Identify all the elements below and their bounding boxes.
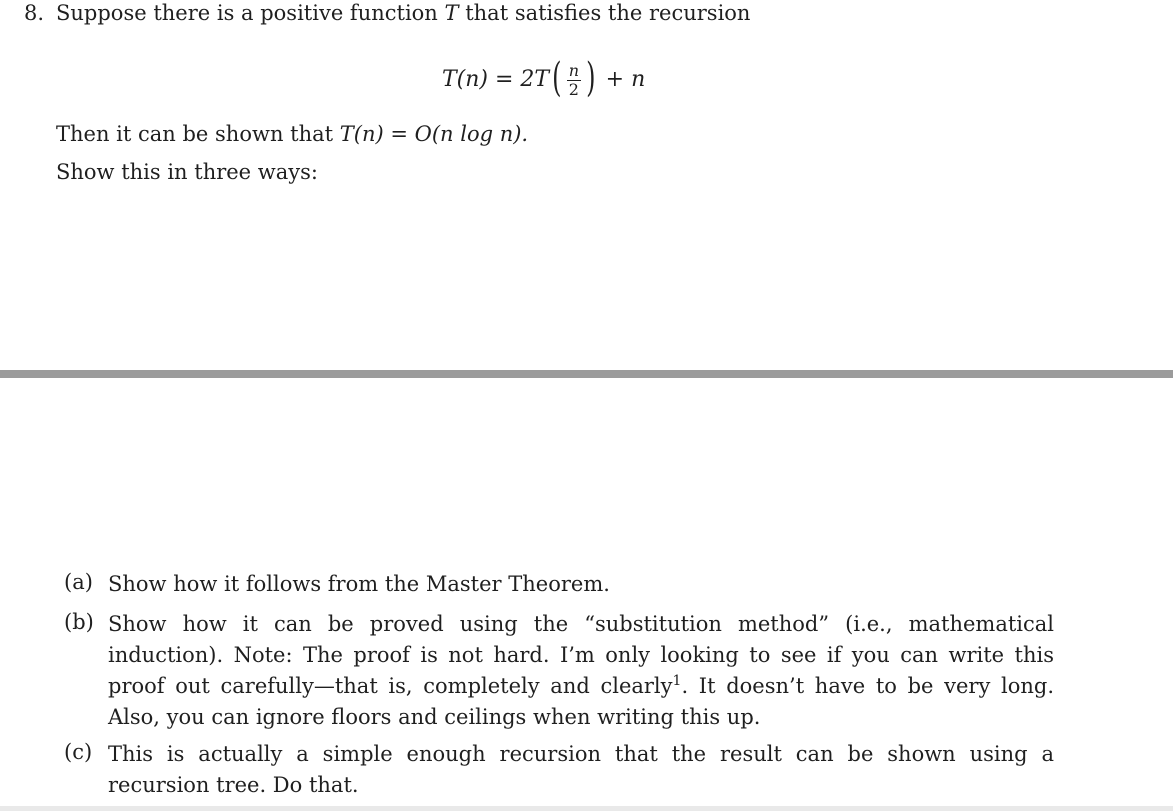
recurrence-equation (442, 50, 645, 110)
right-paren: ) (586, 55, 596, 101)
statement-suffix: that satisfies the recursion (465, 1, 751, 25)
page-divider (0, 370, 1173, 378)
part-b-text-before: Show how it can be proved using the “substitution method” (i.e., mathematical induction). Note: The proof is not hard. I’m only looking to see if you can write this proof out carefully—that is, completely and clearly (108, 612, 1054, 698)
problem-number: 8. (24, 1, 45, 25)
equation-fraction (567, 62, 581, 98)
left-paren: ( (552, 55, 562, 101)
part-a-text: Show how it follows from the Master Theorem. (108, 572, 610, 596)
part-b-text (108, 609, 1054, 733)
part-b-label: (b) (64, 610, 94, 634)
part-b (64, 609, 1054, 733)
page-bottom-edge (0, 806, 1173, 811)
part-a-label: (a) (64, 570, 93, 594)
fraction-denominator: 2 (568, 79, 579, 99)
fraction-numerator: n (568, 60, 580, 80)
equation-lhs: T(n) = 2T (442, 66, 550, 92)
statement-prefix: Suppose there is a positive function (56, 1, 438, 25)
statement-variable: T (444, 1, 459, 25)
part-c-text: This is actually a simple enough recursion that the result can be shown using a recursion tree. Do that. (108, 742, 1054, 797)
footnote-mark: 1 (672, 673, 682, 689)
result-math: T(n) = O(n log n). (339, 122, 529, 146)
result-line (56, 121, 528, 148)
part-c (64, 739, 1054, 801)
document-page-top (0, 0, 1173, 370)
instruction-line: Show this in three ways: (56, 160, 318, 184)
part-c-label: (c) (64, 740, 93, 764)
part-a (64, 569, 1054, 600)
problem-statement (56, 0, 750, 27)
equation-rhs: + n (605, 66, 646, 92)
part-b-text-after: . It doesn’t have to be very long. Also, you can ignore floors and ceilings when writing this up. (108, 674, 1054, 729)
result-prefix: Then it can be shown that (56, 122, 334, 146)
